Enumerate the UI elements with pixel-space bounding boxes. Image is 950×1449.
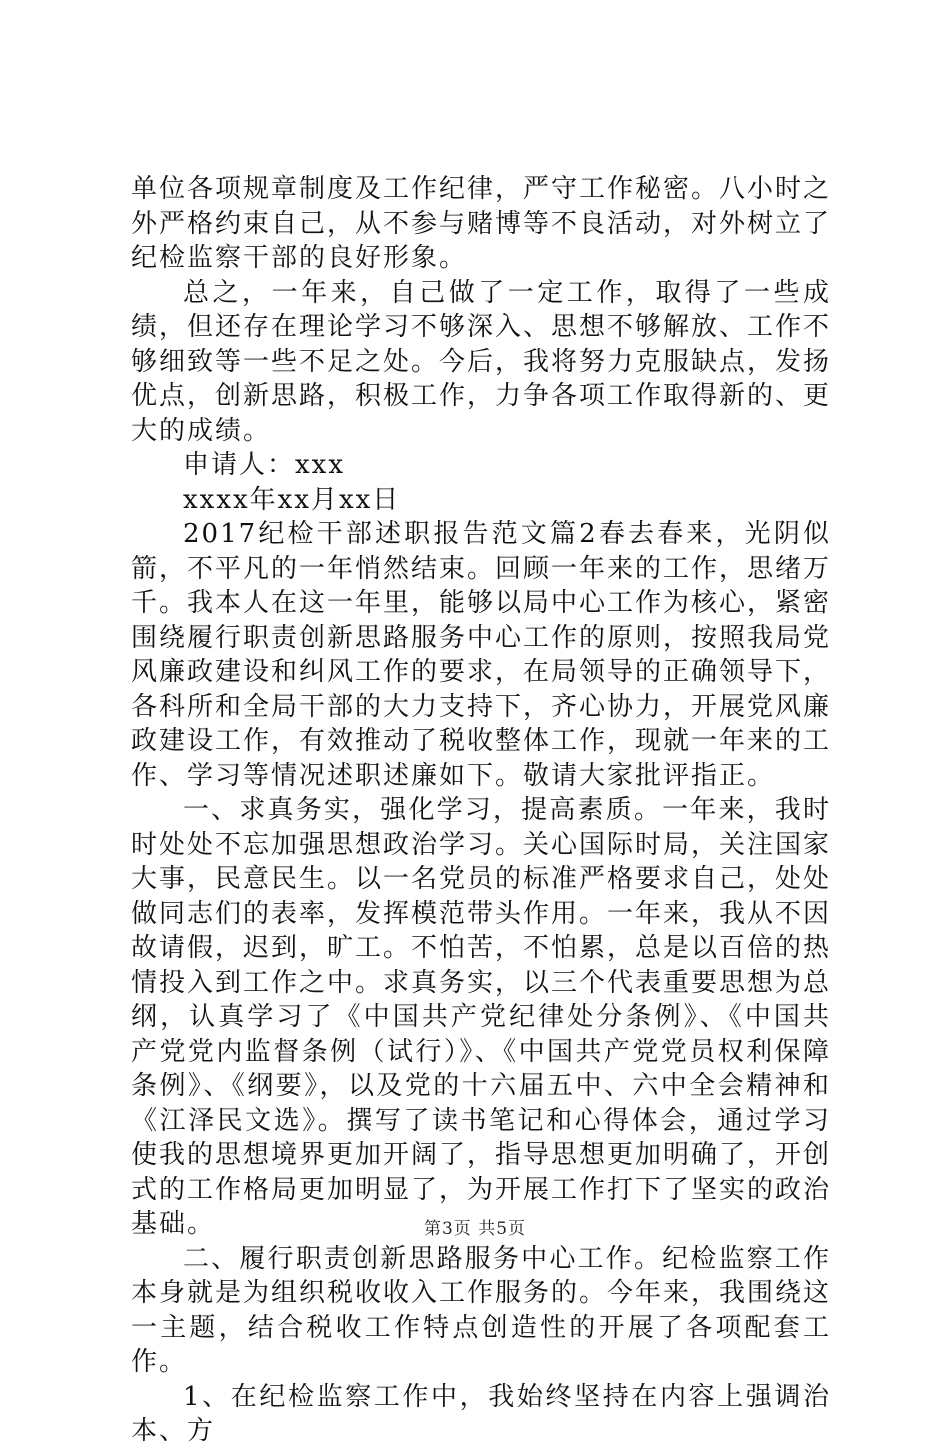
paragraph-2: 总之，一年来，自己做了一定工作，取得了一些成绩，但还存在理论学习不够深入、思想不够解放、工作不够细致等一些不足之处。今后，我将努力克服缺点，发扬优点，创新思路，积极工作，力争各项工作取得新的、更大的成绩。 [131, 277, 832, 446]
page-number: 第3页 共5页 [423, 1219, 527, 1239]
paragraph-1: 单位各项规章制度及工作纪律，严守工作秘密。八小时之外严格约束自己，从不参与赌博等不良活动，对外树立了纪检监察干部的良好形象。 [131, 174, 832, 273]
paragraph-section-one: 一、求真务实，强化学习，提高素质。一年来，我时时处处不忘加强思想政治学习。关心国际时局，关注国家大事，民意民生。以一名党员的标准严格要求自己，处处做同志们的表率，发挥模范带头作用。一年来，我从不因故请假，迟到，旷工。不怕苦，不怕累，总是以百倍的热情投入到工作之中。求真务实，以三个代表重要思想为总纲，认真学习了《中国共产党纪律处分条例》、《中国共产党党内监督条例（试行）》、《中国共产党党员权利保障条例》、《纲要》，以及党的十六届五中、六中全会精神和《江泽民文选》。撰写了读书笔记和心得体会，通过学习使我的思想境界更加开阔了，指导思想更加明确了，开创式的工作格局更加明显了，为开展工作打下了坚实的政治基础。 [131, 795, 832, 1239]
paragraph-section-two: 二、履行职责创新思路服务中心工作。纪检监察工作本身就是为组织税收收入工作服务的。今年来，我围绕这一主题，结合税收工作特点创造性的开展了各项配套工作。 [131, 1243, 832, 1377]
applicant-line: 申请人：xxx [183, 450, 345, 480]
paragraph-item-one: 1、在纪检监察工作中，我始终坚持在内容上强调治本、方 [131, 1381, 831, 1446]
paragraph-report-intro: 2017纪检干部述职报告范文篇2春去春来，光阴似箭，不平凡的一年悄然结束。回顾一年来的工作，思绪万千。我本人在这一年里，能够以局中心工作为核心，紧密围绕履行职责创新思路服务中心工作的原则，按照我局党风廉政建设和纠风工作的要求，在局领导的正确领导下，各科所和全局干部的大力支持下，齐心协力，开展党风廉政建设工作，有效推动了税收整体工作，现就一年来的工作、学习等情况述职述廉如下。敬请大家批评指正。 [131, 519, 832, 791]
document-body [131, 172, 831, 1449]
date-line: xxxx年xx月xx日 [183, 484, 401, 515]
